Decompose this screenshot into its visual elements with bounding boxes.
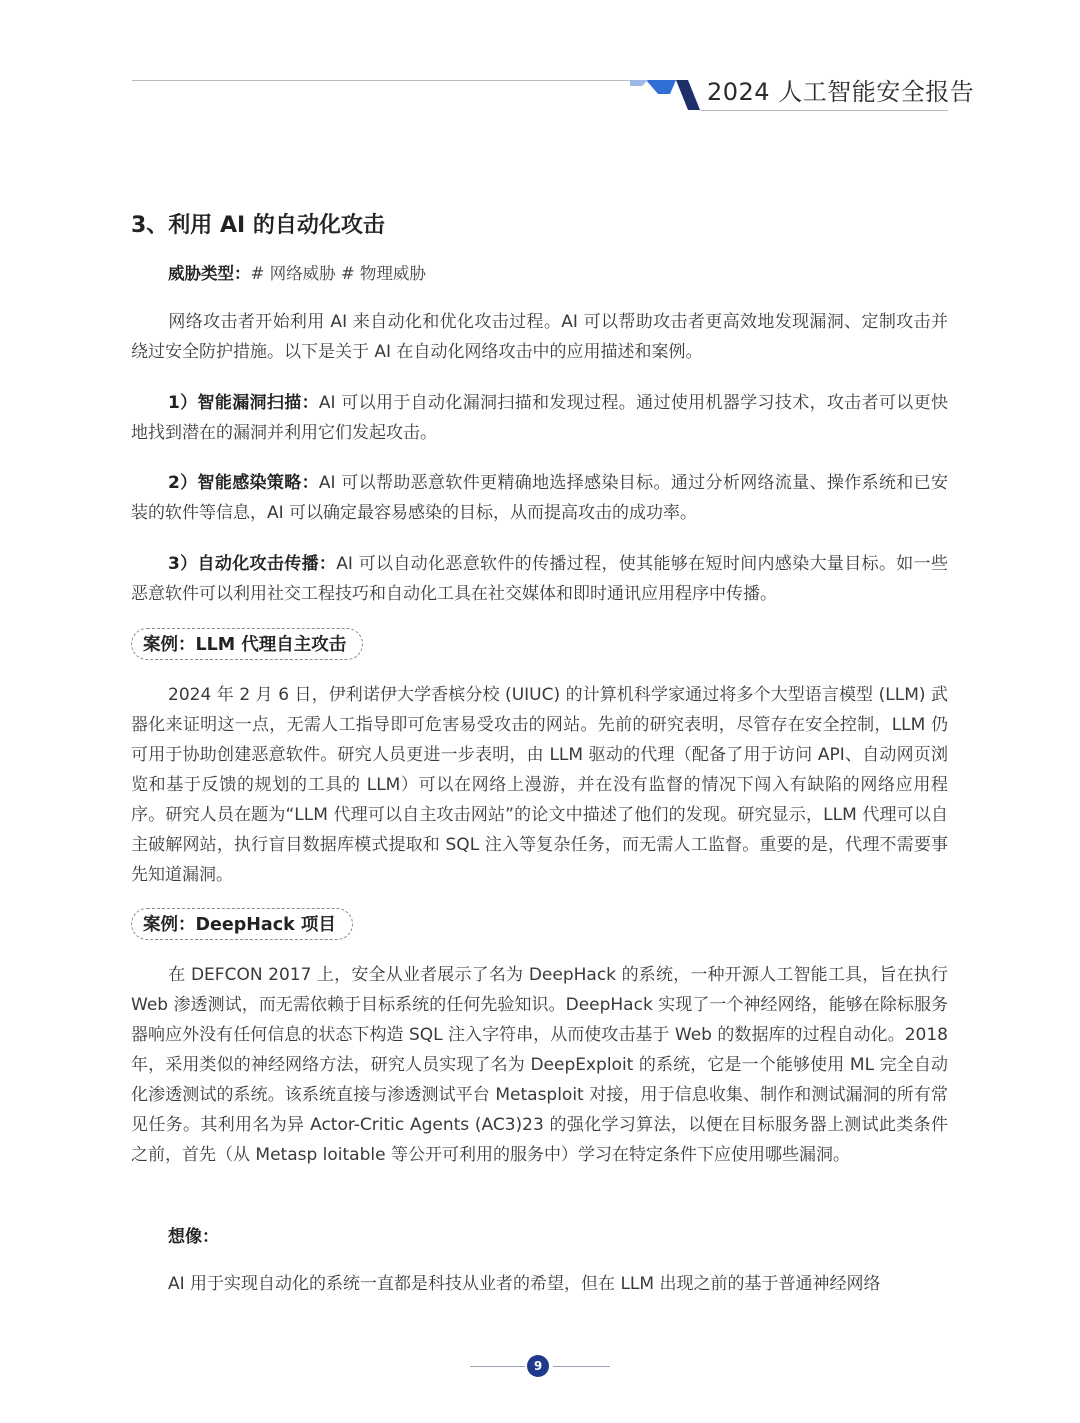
item-text: AI 可以帮助恶意软件更精确地选择感染目标。通过分析网络流量、操作系统和已安装的软件等信息，AI 可以确定最容易感染的目标，从而提高攻击的成功率。 <box>131 473 948 523</box>
section-title: 3、利用 AI 的自动化攻击 <box>131 213 385 238</box>
imagine-heading: 想像： <box>168 1227 219 1247</box>
case-title-llm-agent: 案例：LLM 代理自主攻击 <box>131 628 363 660</box>
header-underline <box>700 110 948 111</box>
item-infection-strategy <box>131 468 948 528</box>
threat-type <box>168 260 426 284</box>
footer-rule-right <box>553 1366 610 1367</box>
item-label: 3）自动化攻击传播： <box>168 554 337 574</box>
intro-paragraph: 网络攻击者开始利用 AI 来自动化和优化攻击过程。AI 可以帮助攻击者更高效地发现漏洞、定制攻击并绕过安全防护措施。以下是关于 AI 在自动化网络攻击中的应用描述和案例。 <box>131 312 948 362</box>
threat-value: # 网络威胁 # 物理威胁 <box>250 264 426 283</box>
item-text: AI 可以自动化恶意软件的传播过程，使其能够在短时间内感染大量目标。如一些恶意软件可以利用社交工程技巧和自动化工具在社交媒体和即时通讯应用程序中传播。 <box>131 554 948 604</box>
item-vulnerability-scan <box>131 388 948 448</box>
header-rule <box>132 80 652 81</box>
item-label: 2）智能感染策略： <box>168 473 319 493</box>
page-number: 9 <box>527 1355 549 1377</box>
case-llm-agent-text: 2024 年 2 月 6 日，伊利诺伊大学香槟分校 (UIUC) 的计算机科学家通过将多个大型语言模型 (LLM) 武器化来证明这一点，无需人工指导即可危害易受攻击的网站。先前的研究表明，尽管存在安全控制，LLM 仍可用于协助创建恶意软件。研究人员更进一步表明，由 LLM 驱动的代理（配备了用于访问 API、自动网页浏览和基于反馈的规划的工具的 LLM）可以在网络上漫游，并在没有监督的情况下闯入有缺陷的网络应用程序。研究人员在题为“LLM 代理可以自主攻击网站”的论文中描述了他们的发现。研究显示，LLM 代理可以自主破解网站，执行盲目数据库模式提取和 SQL 注入等复杂任务，而无需人工监督。重要的是，代理不需要事先知道漏洞。 <box>131 685 948 885</box>
header-decoration-icon <box>630 76 702 112</box>
item-text: AI 可以用于自动化漏洞扫描和发现过程。通过使用机器学习技术，攻击者可以更快地找到潜在的漏洞并利用它们发起攻击。 <box>131 393 948 443</box>
item-label: 1）智能漏洞扫描： <box>168 393 319 413</box>
report-title: 2024 人工智能安全报告 <box>707 78 975 106</box>
case-deephack-text: 在 DEFCON 2017 上，安全从业者展示了名为 DeepHack 的系统，一种开源人工智能工具，旨在执行 Web 渗透测试，而无需依赖于目标系统的任何先验知识。DeepHack 实现了一个神经网络，能够在除标服务器响应外没有任何信息的状态下构造 SQL 注入字符串，从而使攻击基于 Web 的数据库的过程自动化。2018 年，采用类似的神经网络方法，研究人员实现了名为 DeepExploit 的系统，它是一个能够使用 ML 完全自动化渗透测试的系统。该系统直接与渗透测试平台 Metasploit 对接，用于信息收集、制作和测试漏洞的所有常见任务。其利用名为异 Actor-Critic Agents (AC3)23 的强化学习算法，以便在目标服务器上测试此类条件之前，首先（从 Metasp loitable 等公开可利用的服务中）学习在特定条件下应使用哪些漏洞。 <box>131 965 948 1165</box>
item-attack-propagation <box>131 549 948 609</box>
case-title-deephack: 案例：DeepHack 项目 <box>131 908 353 940</box>
threat-label: 威胁类型： <box>168 264 251 283</box>
footer-rule-left <box>470 1366 525 1367</box>
imagine-paragraph: AI 用于实现自动化的系统一直都是科技从业者的希望，但在 LLM 出现之前的基于普通神经网络 <box>168 1274 881 1294</box>
